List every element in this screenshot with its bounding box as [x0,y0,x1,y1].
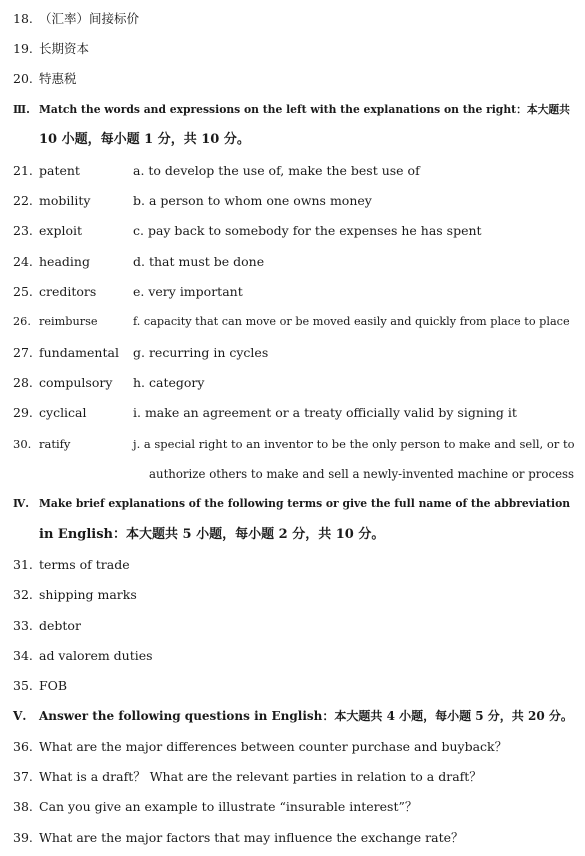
item-number: 31. [13,557,33,572]
term-item-20 [13,64,575,94]
match-term: cyclical [39,405,87,420]
match-term: heading [39,254,90,269]
question-item [13,732,575,762]
explain-item [13,671,575,701]
section-number: Ⅴ. [13,709,27,723]
item-number: 35. [13,678,33,693]
match-item [13,186,575,216]
section-3-heading-cont [13,125,575,155]
question-item [13,792,575,822]
item-number: 33. [13,618,33,633]
match-item [13,277,575,307]
explain-item [13,611,575,641]
match-item [13,216,575,246]
match-explanation: b. a person to whom one owns money [133,193,372,208]
item-number: 29. [13,405,33,420]
item-number: 34. [13,648,33,663]
match-term: ratify [39,437,71,451]
match-term: patent [39,163,80,178]
item-number: 21. [13,163,33,178]
item-text: shipping marks [39,587,137,602]
match-item [13,247,575,277]
question-text: What are the major factors that may influence the exchange rate？ [39,830,464,845]
item-number: 25. [13,284,33,299]
section-4-heading [13,489,575,519]
match-item [13,368,575,398]
term-item-19 [13,34,575,64]
section-title-line1: Make brief explanations of the following terms or give the full name of the abbreviation [39,497,571,510]
section-number: Ⅲ. [13,103,30,116]
section-number: Ⅳ. [13,497,29,510]
item-number: 36. [13,739,33,754]
question-text: Can you give an example to illustrate “insurable interest”？ [39,799,418,814]
match-explanation: f. capacity that can move or be moved easily and quickly from place to place [133,315,570,328]
question-item [13,823,575,853]
term-item-18 [13,4,575,34]
item-number: 37. [13,769,33,784]
item-number: 20. [13,71,33,86]
question-text: What is a draft？ What are the relevant parties in relation to a draft？ [39,769,482,784]
explain-item [13,580,575,610]
match-term: compulsory [39,375,113,390]
item-number: 18. [13,11,33,26]
section-5-heading [13,701,575,731]
section-title-line1: Match the words and expressions on the left with the explanations on the right：本大题共 [39,103,570,116]
section-title: Answer the following questions in English：本大题共 4 小题，每小题 5 分，共 20 分。 [39,709,573,723]
match-explanation: j. a special right to an inventor to be the only person to make and sell, or to [133,437,575,451]
item-text: FOB [39,678,68,693]
item-text: 特惠税 [39,71,77,86]
item-text: （汇率）间接标价 [39,11,140,26]
match-explanation: e. very important [133,284,243,299]
match-explanation: d. that must be done [133,254,265,269]
item-number: 19. [13,41,33,56]
match-item [13,338,575,368]
section-title-line2: 10 小题，每小题 1 分，共 10 分。 [39,132,250,147]
match-explanation: c. pay back to somebody for the expenses he has spent [133,223,482,238]
item-number: 32. [13,587,33,602]
match-item [13,398,575,428]
section-4-heading-cont [13,520,575,550]
match-item-continuation [13,459,575,489]
section-title-line2: in English：本大题共 5 小题，每小题 2 分，共 10 分。 [39,527,385,542]
item-number: 28. [13,375,33,390]
item-text: debtor [39,618,81,633]
item-number: 23. [13,223,33,238]
match-item [13,156,575,186]
match-term: mobility [39,193,91,208]
item-text: 长期资本 [39,41,90,56]
match-item [13,429,575,459]
match-term: creditors [39,284,97,299]
item-number: 30. [13,437,32,451]
match-term: fundamental [39,345,119,360]
match-explanation: i. make an agreement or a treaty officially valid by signing it [133,405,517,420]
item-number: 22. [13,193,33,208]
match-item [13,307,575,337]
explain-item [13,550,575,580]
match-explanation-cont: authorize others to make and sell a newly-invented machine or process [149,467,575,481]
match-explanation: a. to develop the use of, make the best use of [133,163,420,178]
question-item [13,762,575,792]
item-number: 27. [13,345,33,360]
item-number: 24. [13,254,33,269]
item-number: 39. [13,830,33,845]
explain-item [13,641,575,671]
item-number: 38. [13,799,33,814]
match-explanation: g. recurring in cycles [133,345,269,360]
match-term: exploit [39,223,82,238]
item-text: ad valorem duties [39,648,153,663]
match-term: reimburse [39,315,98,328]
question-text: What are the major differences between counter purchase and buyback？ [39,739,508,754]
section-3-heading [13,95,575,125]
item-text: terms of trade [39,557,130,572]
item-number: 26. [13,315,31,328]
match-explanation: h. category [133,375,205,390]
